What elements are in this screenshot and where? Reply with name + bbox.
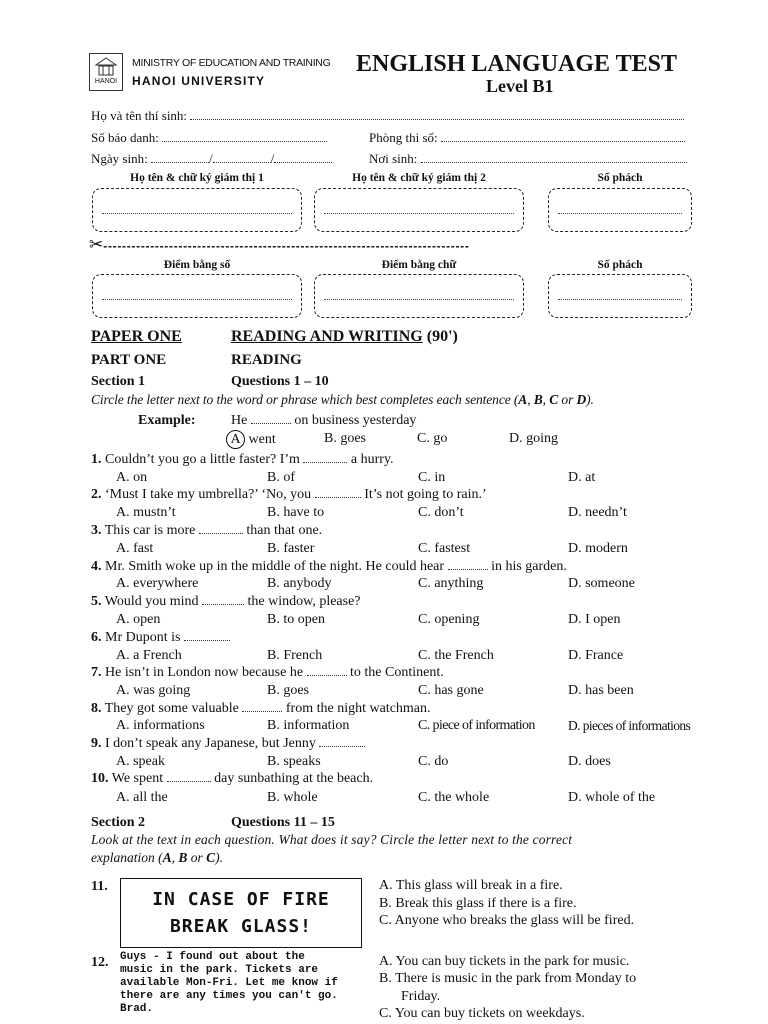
q9-option-c[interactable]: C. do bbox=[418, 754, 449, 769]
section2-instruction-line2: explanation (A, B or C). bbox=[91, 850, 224, 865]
q4-option-d[interactable]: D. someone bbox=[568, 576, 635, 591]
sign-line-1: IN CASE OF FIRE bbox=[152, 889, 330, 910]
university-logo bbox=[89, 53, 123, 91]
q7-option-c[interactable]: C. has gone bbox=[418, 683, 484, 698]
q5-option-c[interactable]: C. opening bbox=[418, 612, 480, 627]
logo-text: HANOI bbox=[94, 78, 118, 85]
score-number-label: Điểm bằng số bbox=[163, 259, 231, 271]
q12-note bbox=[120, 951, 365, 1016]
candidate-id-label: Số báo danh: bbox=[91, 130, 159, 145]
q12-option-b[interactable]: B. There is music in the park from Monday to bbox=[379, 971, 637, 986]
q8-option-b[interactable]: B. information bbox=[267, 718, 350, 733]
q4-option-b[interactable]: B. anybody bbox=[267, 576, 332, 591]
q11-option-c[interactable]: C. Anyone who breaks the glass will be fired. bbox=[379, 913, 635, 928]
q2-option-d[interactable]: D. needn’t bbox=[568, 505, 627, 520]
section1-questions: Questions 1 – 10 bbox=[231, 374, 329, 389]
q2-option-a[interactable]: A. mustn’t bbox=[116, 505, 176, 520]
question-10: 10. We spent day sunbathing at the beach. bbox=[91, 771, 374, 786]
q7-option-a[interactable]: A. was going bbox=[116, 683, 191, 698]
q6-option-b[interactable]: B. French bbox=[267, 648, 323, 663]
section1-label: Section 1 bbox=[91, 374, 146, 389]
example-label: Example: bbox=[138, 413, 196, 428]
section1-instruction: Circle the letter next to the word or phrase which best completes each sentence (A, B, C or D). bbox=[91, 392, 594, 407]
university-name: HANOI UNIVERSITY bbox=[132, 74, 266, 88]
q3-option-d[interactable]: D. modern bbox=[568, 541, 628, 556]
q12-option-c[interactable]: C. You can buy tickets on weekdays. bbox=[379, 1006, 585, 1021]
pob-label: Nơi sinh: bbox=[369, 151, 418, 166]
examiner2-label: Họ tên & chữ ký giám thị 2 bbox=[352, 172, 486, 184]
question-2: 2. ‘Must I take my umbrella?’ ‘No, you It’s not going to rain.’ bbox=[91, 487, 487, 502]
q1-option-b[interactable]: B. of bbox=[267, 470, 295, 485]
note-line: Brad. bbox=[120, 1003, 154, 1015]
sign-line-2: BREAK GLASS! bbox=[169, 916, 313, 937]
note-line: Guys - I found out about the bbox=[120, 951, 305, 963]
scissors-icon: ✂ bbox=[89, 235, 104, 254]
logo-emblem-icon bbox=[90, 56, 122, 78]
q3-option-b[interactable]: B. faster bbox=[267, 541, 315, 556]
q1-option-d[interactable]: D. at bbox=[568, 470, 596, 485]
q8-option-c[interactable]: C. piece of information bbox=[418, 718, 535, 733]
q5-option-a[interactable]: A. open bbox=[116, 612, 161, 627]
question-5: 5. Would you mind the window, please? bbox=[91, 594, 361, 609]
q11-number: 11. bbox=[91, 879, 108, 894]
section2-label: Section 2 bbox=[91, 815, 146, 830]
paper-title-line bbox=[231, 328, 458, 346]
score-word-label: Điểm bằng chữ bbox=[381, 259, 457, 271]
example-option-d: D. going bbox=[509, 431, 558, 446]
dob-label: Ngày sinh: bbox=[91, 151, 148, 166]
question-4: 4. Mr. Smith woke up in the middle of the night. He could hear in his garden. bbox=[91, 559, 567, 574]
q11-option-a[interactable]: A. This glass will break in a fire. bbox=[379, 878, 563, 893]
q5-option-b[interactable]: B. to open bbox=[267, 612, 325, 627]
q12-option-a[interactable]: A. You can buy tickets in the park for music. bbox=[379, 954, 630, 969]
part-title: READING bbox=[231, 352, 302, 368]
score-number-box[interactable] bbox=[92, 274, 302, 318]
code1-label: Số phách bbox=[597, 172, 643, 184]
test-level: Level B1 bbox=[486, 76, 554, 96]
paper-title: READING AND WRITING bbox=[231, 328, 423, 345]
section2-questions: Questions 11 – 15 bbox=[231, 815, 335, 830]
q4-option-a[interactable]: A. everywhere bbox=[116, 576, 199, 591]
candidate-name-field[interactable] bbox=[91, 108, 684, 124]
question-9: 9. I don’t speak any Japanese, but Jenny bbox=[91, 736, 365, 752]
room-label: Phòng thi số: bbox=[369, 130, 438, 145]
ministry-name: MINISTRY OF EDUCATION AND TRAINING bbox=[132, 57, 331, 69]
examiner1-label: Họ tên & chữ ký giám thị 1 bbox=[130, 172, 264, 184]
q12-option-b-cont[interactable]: Friday. bbox=[401, 989, 441, 1004]
note-line: music in the park. Tickets are bbox=[120, 964, 319, 976]
note-line: available Mon-Fri. Let me know if bbox=[120, 977, 338, 989]
q9-option-b[interactable]: B. speaks bbox=[267, 754, 321, 769]
q7-option-d[interactable]: D. has been bbox=[568, 683, 634, 698]
part-label: PART ONE bbox=[91, 352, 167, 368]
q4-option-c[interactable]: C. anything bbox=[418, 576, 484, 591]
example-option-c: C. go bbox=[417, 431, 448, 446]
cut-line bbox=[89, 235, 470, 255]
q11-option-b[interactable]: B. Break this glass if there is a fire. bbox=[379, 896, 577, 911]
code2-label: Số phách bbox=[597, 259, 643, 271]
q2-option-b[interactable]: B. have to bbox=[267, 505, 325, 520]
q3-option-a[interactable]: A. fast bbox=[116, 541, 154, 556]
code2-box[interactable] bbox=[548, 274, 692, 318]
question-6: 6. Mr Dupont is bbox=[91, 630, 230, 646]
q6-option-d[interactable]: D. France bbox=[568, 648, 624, 663]
example-answer-a: A went bbox=[226, 430, 276, 449]
q1-option-c[interactable]: C. in bbox=[418, 470, 446, 485]
pob-field[interactable] bbox=[369, 151, 687, 167]
q9-option-a[interactable]: A. speak bbox=[116, 754, 165, 769]
question-7: 7. He isn’t in London now because he to the Continent. bbox=[91, 665, 444, 680]
q3-option-c[interactable]: C. fastest bbox=[418, 541, 471, 556]
score-word-box[interactable] bbox=[314, 274, 524, 318]
q8-option-a[interactable]: A. informations bbox=[116, 718, 205, 733]
q10-option-a[interactable]: A. all the bbox=[116, 790, 168, 805]
examiner1-box[interactable] bbox=[92, 188, 302, 232]
question-3: 3. This car is more than that one. bbox=[91, 523, 323, 538]
cut-dashes: ------------------------------------------------------------------------------ bbox=[103, 239, 470, 253]
room-field[interactable] bbox=[369, 130, 685, 146]
paper-time: (90') bbox=[426, 328, 458, 345]
dob-field[interactable]: Ngày sinh: / / bbox=[91, 151, 332, 167]
example-circled-letter: A bbox=[226, 430, 245, 449]
question-1: 1. Couldn’t you go a little faster? I’m a hurry. bbox=[91, 452, 394, 467]
test-title: ENGLISH LANGUAGE TEST bbox=[356, 51, 677, 77]
q10-option-d[interactable]: D. whole of the bbox=[568, 790, 656, 805]
q1-option-a[interactable]: A. on bbox=[116, 470, 148, 485]
examiner2-box[interactable] bbox=[314, 188, 524, 232]
q8-option-d[interactable]: D. pieces of informations bbox=[568, 718, 691, 733]
note-line: there are any times you can't go. bbox=[120, 990, 338, 1002]
example-sentence: He on business yesterday bbox=[231, 413, 417, 428]
q2-option-c[interactable]: C. don’t bbox=[418, 505, 464, 520]
q9-option-d[interactable]: D. does bbox=[568, 754, 611, 769]
candidate-id-field[interactable] bbox=[91, 130, 327, 146]
q7-option-b[interactable]: B. goes bbox=[267, 683, 309, 698]
candidate-name-label: Họ và tên thí sinh: bbox=[91, 108, 188, 123]
q6-option-a[interactable]: A. a French bbox=[116, 648, 182, 663]
fire-sign bbox=[120, 878, 362, 948]
q10-option-c[interactable]: C. the whole bbox=[418, 790, 490, 805]
q10-option-b[interactable]: B. whole bbox=[267, 790, 318, 805]
q12-number: 12. bbox=[91, 955, 109, 970]
q6-option-c[interactable]: C. the French bbox=[418, 648, 494, 663]
paper-label: PAPER ONE bbox=[91, 328, 182, 345]
q5-option-d[interactable]: D. I open bbox=[568, 612, 621, 627]
example-option-b: B. goes bbox=[324, 431, 366, 446]
section2-instruction-line1: Look at the text in each question. What does it say? Circle the letter next to the correct bbox=[91, 832, 573, 847]
question-8: 8. They got some valuable from the night watchman. bbox=[91, 701, 431, 716]
code1-box[interactable] bbox=[548, 188, 692, 232]
